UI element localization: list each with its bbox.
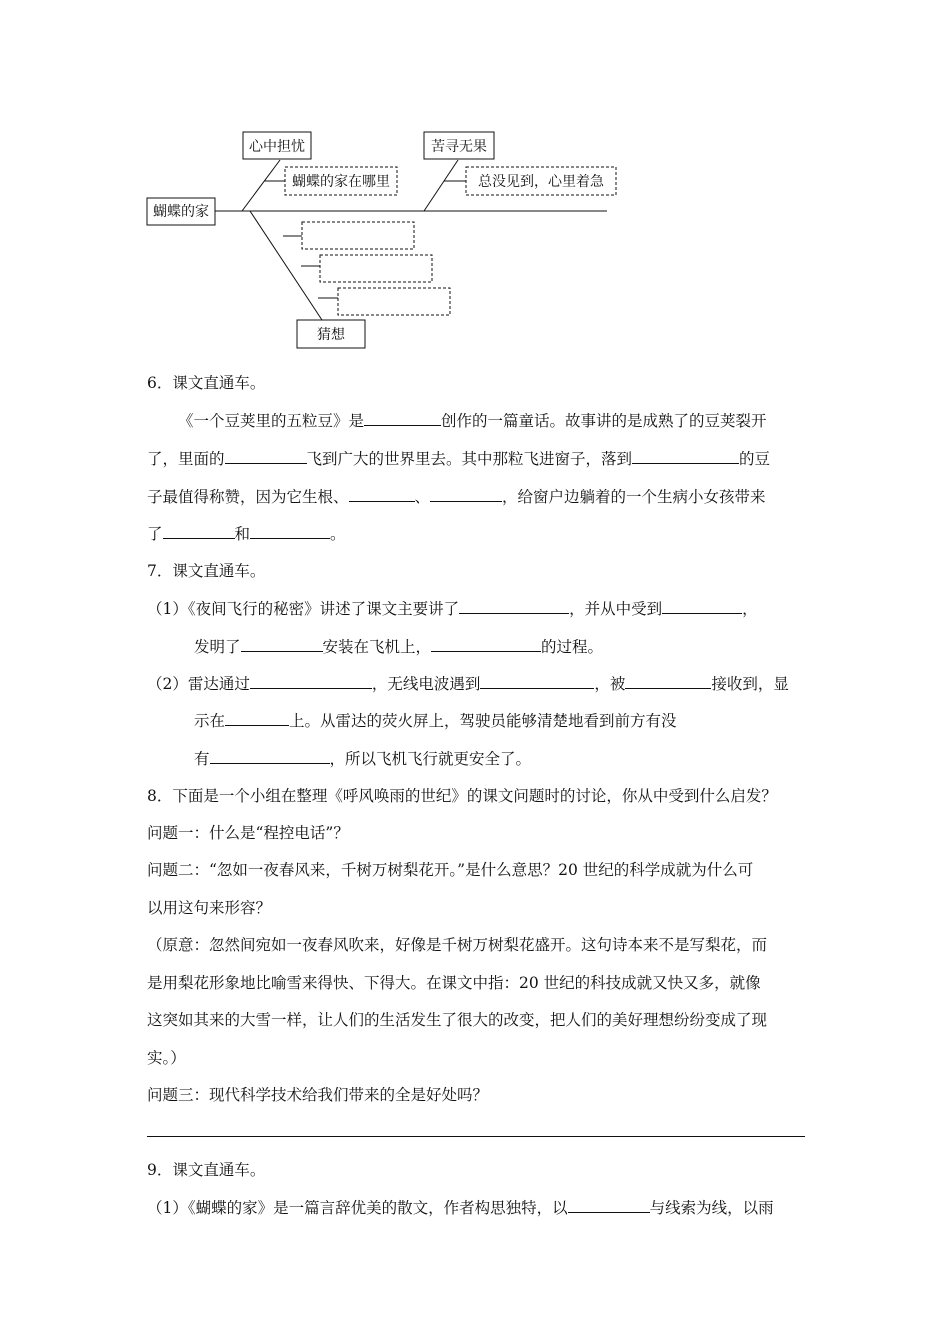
diagram-note-search [466,167,616,195]
q7-text: 上。从雷达的荧火屏上，驾驶员能够清楚地看到前方有没 [289,712,677,730]
q8-title: 8．下面是一个小组在整理《呼风唤雨的世纪》的课文问题时的讨论，你从中受到什么启发？ [147,787,777,805]
answer-blank[interactable] [349,484,415,502]
q8-question-3: 问题三：现代科学技术给我们带来的全是好处吗？ [147,1086,489,1104]
answer-blank[interactable] [250,521,330,539]
q7-p2-line-1 [147,671,789,696]
answer-blank[interactable] [163,521,235,539]
q7-text: 接收到，显 [711,675,789,693]
q7-text: 有 [194,750,210,768]
q9-p1-line-1 [147,1195,774,1220]
q7-p1-line-1 [147,596,758,621]
q6-text: 了，里面的 [147,450,225,468]
diagram-empty-box-2 [320,255,432,282]
diagram-box-guess [297,320,365,348]
q9-text: 与线索为线，以雨 [649,1199,774,1217]
answer-blank[interactable] [625,671,711,689]
answer-blank[interactable] [225,708,289,726]
q6-text: 了 [147,525,163,543]
q7-text: ， [742,600,758,618]
answer-blank[interactable] [431,634,541,652]
q7-p2-line-2 [194,708,677,733]
q7-p1-line-2 [194,634,603,659]
diagram-box-worry [243,132,311,159]
answer-blank[interactable] [225,446,307,464]
diagram-note-worry [285,167,397,195]
q8-question-2-line-2: 以用这句来形容？ [147,899,272,917]
q7-p2-line-3 [194,746,531,771]
answer-blank[interactable] [662,596,742,614]
diagram-note-worry-label: 蝴蝶的家在哪里 [292,174,390,190]
q6-line-4 [147,521,346,546]
q6-title: 6．课文直通车。 [147,374,266,392]
q6-text: 创作的一篇童话。故事讲的是成熟了的豆荚裂开 [441,412,767,430]
answer-blank[interactable] [210,746,330,764]
answer-blank[interactable] [568,1195,650,1213]
diagram-box-search-label: 苦寻无果 [431,139,487,155]
q7-text: ，所以飞机飞行就更安全了。 [329,750,532,768]
q8-question-2-line-1: 问题二：“忽如一夜春风来，千树万树梨花开。”是什么意思？20 世纪的科学成就为什么可 [147,861,754,879]
diagram-box-worry-label: 心中担忧 [249,139,305,155]
q6-line-2 [147,446,770,471]
q8-note-line-4: 实。） [147,1049,186,1067]
q6-text: 《一个豆荚里的五粒豆》是 [178,412,365,430]
q7-text: ，无线电波遇到 [371,675,481,693]
q6-text: 。 [330,525,346,543]
q8-note-line-1: （原意：忽然间宛如一夜春风吹来，好像是千树万树梨花盛开。这句诗本来不是写梨花，而 [147,936,768,954]
q7-text: （2）雷达通过 [147,675,250,693]
q7-text: ，并从中受到 [569,600,663,618]
q6-line-1 [178,408,767,433]
q6-text: 和 [234,525,251,543]
fishbone-diagram [0,0,950,360]
diagram-box-search [424,132,494,159]
q8-note-line-3: 这突如其来的大雪一样，让人们的生活发生了很大的改变，把人们的美好理想纷纷变成了现 [147,1011,768,1029]
answer-blank[interactable] [459,596,569,614]
q7-text: ，被 [594,675,626,693]
diagram-empty-box-3 [338,288,450,315]
q8-note-line-2: 是用梨花形象地比喻雪来得快、下得大。在课文中指：20 世纪的科技成就又快又多，就像 [147,974,761,992]
q9-title: 9．课文直通车。 [147,1161,266,1179]
q7-text: 的过程。 [541,638,604,656]
answer-blank[interactable] [241,634,323,652]
answer-line[interactable] [147,1136,805,1137]
answer-blank[interactable] [632,446,739,464]
answer-blank[interactable] [480,671,594,689]
q7-title: 7．课文直通车。 [147,562,266,580]
diagram-box-guess-label: 猜想 [317,327,345,343]
q6-text: ，给窗户边躺着的一个生病小女孩带来 [502,488,766,506]
q6-text: 子最值得称赞，因为它生根、 [147,488,349,506]
diagram-empty-box-1 [302,222,414,249]
q6-text: 飞到广大的世界里去。其中那粒飞进窗子，落到 [306,450,633,468]
diagram-root-box [147,198,215,225]
q6-text: 的豆 [739,450,771,468]
diagram-note-search-label: 总没见到，心里着急 [478,174,604,190]
answer-blank[interactable] [364,408,441,426]
q8-question-1: 问题一：什么是“程控电话”？ [147,824,349,842]
answer-blank[interactable] [250,671,372,689]
diagram-root-label: 蝴蝶的家 [153,204,209,220]
q7-text: 示在 [194,712,226,730]
q7-text: 发明了 [194,638,241,656]
answer-blank[interactable] [430,484,502,502]
q7-text: （1）《夜间飞行的秘密》讲述了课文主要讲了 [147,600,460,618]
q9-text: （1）《蝴蝶的家》是一篇言辞优美的散文，作者构思独特，以 [147,1199,568,1217]
q6-text: 、 [414,488,431,506]
q7-text: 安装在飞机上， [322,638,432,656]
q6-line-3 [147,484,766,509]
